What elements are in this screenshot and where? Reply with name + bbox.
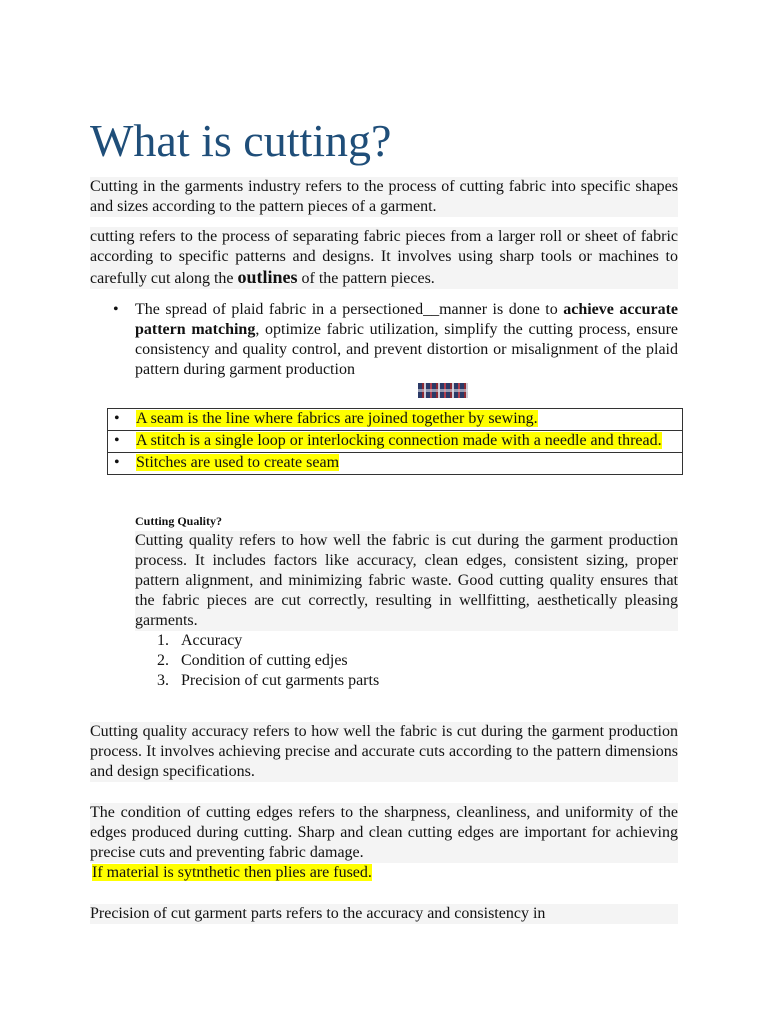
seam-definition-text: A seam is the line where fabrics are joined together by sewing.: [136, 410, 538, 427]
plaid-bullet-text-end: , optimize fabric utilization, simplify the cutting process, ensure consistency and quality control, and prevent distortion or misalignment of the plaid pattern during garment production: [135, 321, 679, 378]
synthetic-note-text: If material is sytnthetic then plies are fused.: [92, 864, 372, 881]
plaid-bullet-text: The spread of plaid fabric in a persectioned__manner is done to: [135, 301, 564, 318]
seam-definitions-table: [107, 408, 683, 475]
definition-text: cutting refers to the process of separating fabric pieces from a larger roll or sheet of fabric according to specific patterns and designs. It involves using sharp tools or machines to carefully cut along the: [90, 228, 678, 287]
outlines-bold-text: outlines: [237, 267, 298, 287]
list-item-text: Precision of cut garments parts: [181, 672, 380, 689]
table-cell: [108, 431, 683, 453]
list-item: [135, 631, 379, 651]
accuracy-paragraph: Cutting quality accuracy refers to how well the fabric is cut during the garment production process. It involves achieving precise and accurate cuts according to the pattern dimensions and design specifications.: [90, 723, 678, 780]
bullet-marker: •: [114, 432, 120, 449]
intro-paragraph: Cutting in the garments industry refers to the process of cutting fabric into specific shapes and sizes according to the pattern pieces of a garment.: [90, 178, 678, 215]
cutting-quality-list: [135, 631, 379, 691]
bullet-marker: •: [114, 410, 120, 427]
table-cell: [108, 409, 683, 431]
stitches-seam-text: Stitches are used to create seam: [136, 454, 340, 471]
bullet-marker: •: [114, 454, 120, 471]
definition-text-end: of the pattern pieces.: [297, 270, 435, 287]
table-row: [108, 409, 683, 431]
synthetic-note: [92, 863, 372, 883]
cutting-quality-body: Cutting quality refers to how well the fabric is cut during the garment production process. It includes factors like accuracy, clean edges, consistent sizing, proper pattern alignment, and minimizing fabric waste. Good cutting quality ensures that the fabric pieces are cut correctly, resulting in wellfitting, aesthetically pleasing garments.: [135, 532, 678, 629]
plaid-fabric-image: [418, 383, 468, 398]
list-number: 2.: [157, 652, 169, 669]
cutting-edges-paragraph: The condition of cutting edges refers to the sharpness, cleanliness, and uniformity of the edges produced during cutting. Sharp and clean cutting edges are important for achieving precise cuts and preventing fabric damage.: [90, 804, 678, 861]
bullet-marker: •: [113, 301, 119, 318]
list-item: [135, 671, 379, 691]
plaid-bullet-bold: achieve accurate pattern matching: [135, 301, 679, 338]
cutting-quality-heading: Cutting Quality?: [135, 514, 223, 528]
list-number: 1.: [157, 632, 169, 649]
stitch-definition-text: A stitch is a single loop or interlocking connection made with a needle and thread.: [136, 432, 662, 449]
table-cell: [108, 453, 683, 475]
list-item-text: Condition of cutting edjes: [181, 652, 348, 669]
plaid-bullet-item: [113, 300, 679, 380]
list-item: [135, 651, 379, 671]
table-row: [108, 453, 683, 475]
precision-paragraph: Precision of cut garment parts refers to the accuracy and consistency in: [90, 904, 678, 924]
definition-paragraph: [90, 227, 678, 289]
list-item-text: Accuracy: [181, 632, 243, 649]
page-title: What is cutting?: [90, 115, 392, 166]
list-number: 3.: [157, 672, 169, 689]
table-row: [108, 431, 683, 453]
